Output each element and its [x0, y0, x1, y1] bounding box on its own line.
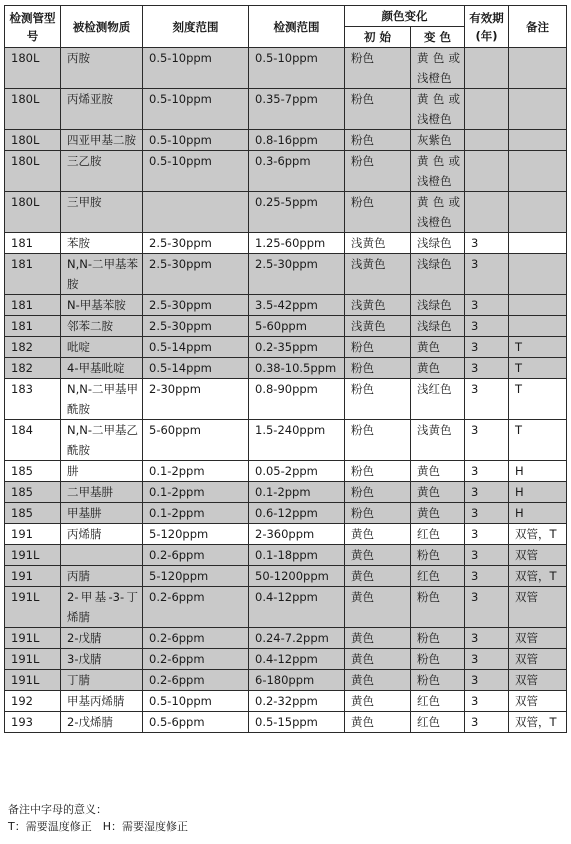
cell-color-final: 灰紫色: [411, 130, 465, 151]
cell-scale-range: 0.5-10ppm: [143, 151, 249, 192]
cell-detection-range: 2.5-30ppm: [249, 254, 345, 295]
header-detection-range: 检测范围: [249, 6, 345, 48]
cell-remark: T: [509, 379, 567, 420]
header-remarks: 备注: [509, 6, 567, 48]
cell-remark: [509, 254, 567, 295]
cell-remark: 双管，T: [509, 524, 567, 545]
table-row: [5, 420, 567, 461]
cell-detection-range: 50-1200ppm: [249, 566, 345, 587]
cell-model: 185: [5, 482, 61, 503]
cell-scale-range: 2.5-30ppm: [143, 316, 249, 337]
header-color-final: 变 色: [411, 27, 465, 48]
cell-color-initial: 粉色: [345, 337, 411, 358]
cell-color-initial: 黄色: [345, 628, 411, 649]
table-row: [5, 649, 567, 670]
cell-validity: 3: [465, 628, 509, 649]
cell-validity: [465, 192, 509, 233]
cell-color-final: 黄色: [411, 503, 465, 524]
cell-color-final: 红色: [411, 712, 465, 733]
cell-substance: 丙胺: [61, 48, 143, 89]
cell-model: 180L: [5, 151, 61, 192]
cell-color-final: 浅红色: [411, 379, 465, 420]
cell-detection-range: 0.5-10ppm: [249, 48, 345, 89]
footnote-title: 备注中字母的意义：: [8, 803, 107, 816]
cell-detection-range: 0.6-12ppm: [249, 503, 345, 524]
cell-detection-range: 0.8-90ppm: [249, 379, 345, 420]
cell-scale-range: 0.5-10ppm: [143, 130, 249, 151]
cell-remark: [509, 89, 567, 130]
cell-scale-range: 0.1-2ppm: [143, 482, 249, 503]
cell-color-initial: 粉色: [345, 482, 411, 503]
cell-color-initial: 粉色: [345, 192, 411, 233]
table-row: [5, 89, 567, 130]
cell-color-initial: 粉色: [345, 89, 411, 130]
cell-scale-range: 0.5-10ppm: [143, 89, 249, 130]
cell-model: 181: [5, 316, 61, 337]
cell-validity: 3: [465, 295, 509, 316]
header-substance: 被检测物质: [61, 6, 143, 48]
cell-substance: 三甲胺: [61, 192, 143, 233]
cell-detection-range: 2-360ppm: [249, 524, 345, 545]
table-row: [5, 482, 567, 503]
cell-scale-range: 0.2-6ppm: [143, 670, 249, 691]
cell-remark: 双管: [509, 587, 567, 628]
table-row: [5, 628, 567, 649]
detection-tube-table: [4, 5, 567, 733]
table-header: [5, 6, 567, 48]
cell-color-initial: 粉色: [345, 151, 411, 192]
table-row: [5, 524, 567, 545]
table-row: [5, 566, 567, 587]
cell-color-final: 红色: [411, 524, 465, 545]
cell-validity: 3: [465, 420, 509, 461]
cell-scale-range: 2.5-30ppm: [143, 295, 249, 316]
cell-detection-range: 0.4-12ppm: [249, 587, 345, 628]
cell-scale-range: 0.5-14ppm: [143, 337, 249, 358]
cell-remark: [509, 316, 567, 337]
cell-color-final: 粉色: [411, 670, 465, 691]
cell-color-final: 红色: [411, 566, 465, 587]
cell-model: 182: [5, 358, 61, 379]
cell-detection-range: 1.5-240ppm: [249, 420, 345, 461]
cell-color-final: 红色: [411, 691, 465, 712]
cell-substance: 丁腈: [61, 670, 143, 691]
cell-detection-range: 5-60ppm: [249, 316, 345, 337]
cell-substance: N,N-二甲基乙酰胺: [61, 420, 143, 461]
cell-substance: 三乙胺: [61, 151, 143, 192]
cell-detection-range: 0.8-16ppm: [249, 130, 345, 151]
cell-validity: 3: [465, 254, 509, 295]
cell-detection-range: 0.1-2ppm: [249, 482, 345, 503]
cell-validity: 3: [465, 482, 509, 503]
cell-model: 185: [5, 461, 61, 482]
cell-color-initial: 粉色: [345, 420, 411, 461]
cell-scale-range: 0.2-6ppm: [143, 587, 249, 628]
cell-validity: 3: [465, 503, 509, 524]
cell-validity: [465, 151, 509, 192]
cell-scale-range: 0.2-6ppm: [143, 628, 249, 649]
cell-remark: H: [509, 482, 567, 503]
cell-model: 180L: [5, 192, 61, 233]
cell-color-initial: 黄色: [345, 545, 411, 566]
cell-color-initial: 浅黄色: [345, 233, 411, 254]
cell-substance: N,N-二甲基苯胺: [61, 254, 143, 295]
table-row: [5, 545, 567, 566]
cell-detection-range: 0.4-12ppm: [249, 649, 345, 670]
table-row: [5, 358, 567, 379]
cell-scale-range: 0.5-6ppm: [143, 712, 249, 733]
cell-validity: [465, 48, 509, 89]
cell-color-initial: 浅黄色: [345, 295, 411, 316]
cell-model: 191L: [5, 670, 61, 691]
cell-substance: 邻苯二胺: [61, 316, 143, 337]
cell-detection-range: 1.25-60ppm: [249, 233, 345, 254]
cell-remark: 双管: [509, 670, 567, 691]
cell-color-initial: 粉色: [345, 130, 411, 151]
cell-substance: 2-戊烯腈: [61, 712, 143, 733]
cell-scale-range: 2-30ppm: [143, 379, 249, 420]
cell-substance: 丙腈: [61, 566, 143, 587]
cell-validity: 3: [465, 587, 509, 628]
cell-substance: 3-戊腈: [61, 649, 143, 670]
cell-validity: 3: [465, 316, 509, 337]
table-row: [5, 503, 567, 524]
cell-validity: 3: [465, 233, 509, 254]
cell-color-initial: 粉色: [345, 503, 411, 524]
cell-scale-range: 5-120ppm: [143, 524, 249, 545]
cell-color-final: 浅绿色: [411, 316, 465, 337]
table-body: [5, 48, 567, 733]
table-row: [5, 295, 567, 316]
cell-color-initial: 黄色: [345, 712, 411, 733]
cell-color-final: 黄色或浅橙色: [411, 151, 465, 192]
table-row: [5, 712, 567, 733]
cell-remark: [509, 130, 567, 151]
cell-substance: 肼: [61, 461, 143, 482]
cell-validity: 3: [465, 337, 509, 358]
cell-color-initial: 黄色: [345, 587, 411, 628]
cell-color-final: 浅绿色: [411, 295, 465, 316]
cell-substance: 2-甲基-3-丁烯腈: [61, 587, 143, 628]
cell-validity: 3: [465, 566, 509, 587]
cell-substance: 甲基丙烯腈: [61, 691, 143, 712]
cell-detection-range: 0.5-15ppm: [249, 712, 345, 733]
cell-scale-range: 0.1-2ppm: [143, 503, 249, 524]
cell-scale-range: 2.5-30ppm: [143, 233, 249, 254]
table-row: [5, 461, 567, 482]
cell-model: 184: [5, 420, 61, 461]
cell-remark: 双管: [509, 649, 567, 670]
cell-remark: [509, 48, 567, 89]
cell-detection-range: 0.38-10.5ppm: [249, 358, 345, 379]
cell-remark: T: [509, 358, 567, 379]
cell-color-final: 黄色: [411, 461, 465, 482]
header-model: 检测管型号: [5, 6, 61, 48]
cell-validity: 3: [465, 712, 509, 733]
cell-model: 181: [5, 254, 61, 295]
cell-scale-range: [143, 192, 249, 233]
cell-color-final: 黄色或浅橙色: [411, 192, 465, 233]
cell-substance: 丙烯亚胺: [61, 89, 143, 130]
cell-scale-range: 0.5-10ppm: [143, 48, 249, 89]
footnote-legend: T：需要温度修正 H：需要湿度修正: [8, 820, 188, 833]
cell-remark: [509, 233, 567, 254]
cell-detection-range: 0.35-7ppm: [249, 89, 345, 130]
cell-detection-range: 0.25-5ppm: [249, 192, 345, 233]
cell-model: 185: [5, 503, 61, 524]
cell-remark: T: [509, 337, 567, 358]
cell-color-final: 粉色: [411, 628, 465, 649]
table-row: [5, 130, 567, 151]
cell-remark: [509, 295, 567, 316]
cell-substance: 苯胺: [61, 233, 143, 254]
cell-model: 191L: [5, 649, 61, 670]
header-validity: 有效期(年): [465, 6, 509, 48]
cell-substance: 2-戊腈: [61, 628, 143, 649]
cell-remark: 双管: [509, 545, 567, 566]
cell-model: 182: [5, 337, 61, 358]
cell-color-initial: 粉色: [345, 358, 411, 379]
cell-color-initial: 黄色: [345, 691, 411, 712]
cell-remark: T: [509, 420, 567, 461]
cell-model: 181: [5, 295, 61, 316]
table-row: [5, 691, 567, 712]
cell-color-final: 黄色或浅橙色: [411, 48, 465, 89]
cell-validity: 3: [465, 461, 509, 482]
cell-substance: 4-甲基吡啶: [61, 358, 143, 379]
cell-validity: 3: [465, 670, 509, 691]
cell-color-final: 黄色: [411, 358, 465, 379]
cell-color-final: 粉色: [411, 649, 465, 670]
table-row: [5, 316, 567, 337]
header-color-initial: 初 始: [345, 27, 411, 48]
cell-model: 191L: [5, 628, 61, 649]
cell-detection-range: 0.1-18ppm: [249, 545, 345, 566]
cell-remark: 双管: [509, 691, 567, 712]
table-row: [5, 587, 567, 628]
cell-model: 191: [5, 524, 61, 545]
cell-remark: 双管: [509, 628, 567, 649]
cell-substance: N,N-二甲基甲酰胺: [61, 379, 143, 420]
cell-validity: 3: [465, 358, 509, 379]
cell-scale-range: 0.2-6ppm: [143, 649, 249, 670]
cell-detection-range: 6-180ppm: [249, 670, 345, 691]
cell-remark: [509, 192, 567, 233]
cell-scale-range: 0.5-10ppm: [143, 691, 249, 712]
cell-color-final: 黄色: [411, 482, 465, 503]
cell-substance: N-甲基苯胺: [61, 295, 143, 316]
cell-detection-range: 0.24-7.2ppm: [249, 628, 345, 649]
cell-validity: [465, 89, 509, 130]
cell-remark: 双管，T: [509, 712, 567, 733]
table-row: [5, 233, 567, 254]
cell-remark: 双管，T: [509, 566, 567, 587]
table-row: [5, 337, 567, 358]
cell-model: 181: [5, 233, 61, 254]
cell-color-final: 粉色: [411, 545, 465, 566]
cell-substance: 丙烯腈: [61, 524, 143, 545]
cell-scale-range: 2.5-30ppm: [143, 254, 249, 295]
cell-model: 180L: [5, 130, 61, 151]
cell-color-initial: 粉色: [345, 48, 411, 89]
cell-detection-range: 0.2-32ppm: [249, 691, 345, 712]
cell-validity: 3: [465, 524, 509, 545]
cell-validity: 3: [465, 379, 509, 420]
header-scale-range: 刻度范围: [143, 6, 249, 48]
cell-model: 193: [5, 712, 61, 733]
cell-model: 191L: [5, 545, 61, 566]
table-row: [5, 192, 567, 233]
cell-scale-range: 0.1-2ppm: [143, 461, 249, 482]
header-color-change: 颜色变化: [345, 6, 465, 27]
cell-color-initial: 黄色: [345, 524, 411, 545]
cell-detection-range: 0.05-2ppm: [249, 461, 345, 482]
cell-substance: 吡啶: [61, 337, 143, 358]
cell-color-initial: 黄色: [345, 670, 411, 691]
table-row: [5, 254, 567, 295]
table-row: [5, 151, 567, 192]
table-row: [5, 670, 567, 691]
cell-substance: [61, 545, 143, 566]
cell-substance: 四亚甲基二胺: [61, 130, 143, 151]
cell-color-final: 黄色或浅橙色: [411, 89, 465, 130]
cell-color-initial: 粉色: [345, 461, 411, 482]
cell-substance: 二甲基肼: [61, 482, 143, 503]
cell-model: 183: [5, 379, 61, 420]
cell-color-final: 浅绿色: [411, 233, 465, 254]
cell-validity: 3: [465, 545, 509, 566]
cell-color-final: 浅黄色: [411, 420, 465, 461]
cell-remark: [509, 151, 567, 192]
cell-detection-range: 0.3-6ppm: [249, 151, 345, 192]
cell-validity: 3: [465, 691, 509, 712]
cell-scale-range: 0.5-14ppm: [143, 358, 249, 379]
cell-remark: H: [509, 503, 567, 524]
cell-model: 180L: [5, 89, 61, 130]
cell-detection-range: 3.5-42ppm: [249, 295, 345, 316]
cell-scale-range: 0.2-6ppm: [143, 545, 249, 566]
cell-color-initial: 黄色: [345, 566, 411, 587]
cell-model: 191L: [5, 587, 61, 628]
cell-color-final: 浅绿色: [411, 254, 465, 295]
cell-detection-range: 0.2-35ppm: [249, 337, 345, 358]
cell-model: 192: [5, 691, 61, 712]
cell-model: 180L: [5, 48, 61, 89]
table-row: [5, 379, 567, 420]
cell-color-initial: 黄色: [345, 649, 411, 670]
cell-color-initial: 浅黄色: [345, 316, 411, 337]
cell-color-initial: 粉色: [345, 379, 411, 420]
table-row: [5, 48, 567, 89]
cell-color-final: 黄色: [411, 337, 465, 358]
cell-validity: 3: [465, 649, 509, 670]
cell-model: 191: [5, 566, 61, 587]
cell-substance: 甲基肼: [61, 503, 143, 524]
cell-remark: H: [509, 461, 567, 482]
cell-color-initial: 浅黄色: [345, 254, 411, 295]
cell-validity: [465, 130, 509, 151]
cell-scale-range: 5-120ppm: [143, 566, 249, 587]
cell-scale-range: 5-60ppm: [143, 420, 249, 461]
cell-color-final: 粉色: [411, 587, 465, 628]
